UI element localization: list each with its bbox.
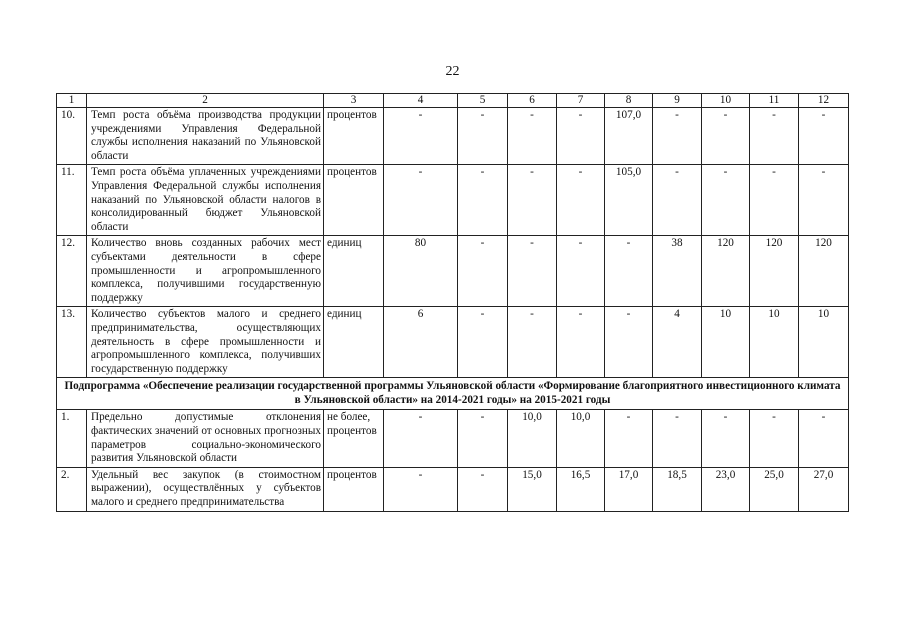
value-cell: 120 bbox=[750, 236, 799, 307]
value-cell: - bbox=[458, 165, 508, 236]
row-number: 13. bbox=[57, 307, 87, 378]
table-row bbox=[57, 467, 849, 511]
col-header: 9 bbox=[653, 94, 702, 108]
unit-cell: процентов bbox=[324, 165, 384, 236]
col-header: 5 bbox=[458, 94, 508, 108]
unit-cell: не более, процентов bbox=[324, 410, 384, 467]
value-cell: 120 bbox=[702, 236, 750, 307]
table-row bbox=[57, 165, 849, 236]
value-cell: 10 bbox=[799, 307, 849, 378]
value-cell: 27,0 bbox=[799, 467, 849, 511]
value-cell: - bbox=[508, 108, 557, 165]
value-cell: - bbox=[799, 108, 849, 165]
value-cell: - bbox=[384, 108, 458, 165]
table-row bbox=[57, 410, 849, 467]
value-cell: 16,5 bbox=[557, 467, 605, 511]
unit-cell: единиц bbox=[324, 236, 384, 307]
value-cell: - bbox=[702, 108, 750, 165]
value-cell: - bbox=[557, 307, 605, 378]
value-cell: - bbox=[384, 410, 458, 467]
value-cell: - bbox=[653, 108, 702, 165]
value-cell: 10,0 bbox=[508, 410, 557, 467]
table-row bbox=[57, 236, 849, 307]
indicator-name: Количество вновь созданных рабочих мест субъектами деятельности в сфере промышленности и агропромышленного комплекса, получившими государственную поддержку bbox=[87, 236, 324, 307]
value-cell: - bbox=[702, 410, 750, 467]
value-cell: - bbox=[458, 410, 508, 467]
col-header: 6 bbox=[508, 94, 557, 108]
unit-cell: процентов bbox=[324, 467, 384, 511]
value-cell: 120 bbox=[799, 236, 849, 307]
col-header: 10 bbox=[702, 94, 750, 108]
value-cell: 10,0 bbox=[557, 410, 605, 467]
value-cell: 4 bbox=[653, 307, 702, 378]
table-row bbox=[57, 108, 849, 165]
value-cell: - bbox=[557, 108, 605, 165]
page-number: 22 bbox=[445, 64, 460, 79]
row-number: 10. bbox=[57, 108, 87, 165]
col-header: 11 bbox=[750, 94, 799, 108]
value-cell: - bbox=[458, 467, 508, 511]
value-cell: - bbox=[605, 236, 653, 307]
value-cell: - bbox=[605, 307, 653, 378]
indicator-name: Удельный вес закупок (в стоимостном выражении), осуществлённых у субъектов малого и среднего предпринимательства bbox=[87, 467, 324, 511]
value-cell: - bbox=[458, 108, 508, 165]
value-cell: 105,0 bbox=[605, 165, 653, 236]
value-cell: - bbox=[653, 410, 702, 467]
row-number: 1. bbox=[57, 410, 87, 467]
value-cell: - bbox=[799, 165, 849, 236]
value-cell: - bbox=[458, 307, 508, 378]
row-number: 2. bbox=[57, 467, 87, 511]
indicators-table bbox=[56, 93, 849, 512]
value-cell: - bbox=[508, 165, 557, 236]
value-cell: 17,0 bbox=[605, 467, 653, 511]
col-header: 1 bbox=[57, 94, 87, 108]
value-cell: - bbox=[702, 165, 750, 236]
value-cell: 107,0 bbox=[605, 108, 653, 165]
unit-cell: единиц bbox=[324, 307, 384, 378]
col-header: 4 bbox=[384, 94, 458, 108]
value-cell: 23,0 bbox=[702, 467, 750, 511]
value-cell: 10 bbox=[750, 307, 799, 378]
value-cell: - bbox=[750, 410, 799, 467]
subprogram-title: Подпрограмма «Обеспечение реализации государственной программы Ульяновской области «Формирование благоприятного инвестиционного климата в Ульяновской области» на 2014-2021 годы» на 2015-2021 годы bbox=[57, 378, 849, 410]
indicator-name: Количество субъектов малого и среднего предпринимательства, осуществляющих деятельность в сфере промышленности и агропромышленного комплекса, получивших государственную поддержку bbox=[87, 307, 324, 378]
col-header: 8 bbox=[605, 94, 653, 108]
value-cell: - bbox=[508, 236, 557, 307]
value-cell: - bbox=[750, 108, 799, 165]
unit-cell: процентов bbox=[324, 108, 384, 165]
value-cell: - bbox=[458, 236, 508, 307]
value-cell: 80 bbox=[384, 236, 458, 307]
indicator-name: Темп роста объёма уплаченных учреждениями Управления Федеральной службы исполнения наказаний по Ульяновской области налогов в консолидированный бюджет Ульяновской области bbox=[87, 165, 324, 236]
value-cell: - bbox=[557, 165, 605, 236]
row-number: 12. bbox=[57, 236, 87, 307]
indicator-name: Предельно допустимые отклонения фактических значений от основных прогнозных параметров социально-экономического развития Ульяновской области bbox=[87, 410, 324, 467]
value-cell: 18,5 bbox=[653, 467, 702, 511]
col-header: 7 bbox=[557, 94, 605, 108]
value-cell: - bbox=[799, 410, 849, 467]
col-header: 2 bbox=[87, 94, 324, 108]
col-header: 12 bbox=[799, 94, 849, 108]
value-cell: - bbox=[605, 410, 653, 467]
value-cell: - bbox=[653, 165, 702, 236]
row-number: 11. bbox=[57, 165, 87, 236]
value-cell: 25,0 bbox=[750, 467, 799, 511]
value-cell: - bbox=[384, 467, 458, 511]
value-cell: 6 bbox=[384, 307, 458, 378]
table-row bbox=[57, 307, 849, 378]
value-cell: - bbox=[557, 236, 605, 307]
col-header: 3 bbox=[324, 94, 384, 108]
value-cell: - bbox=[508, 307, 557, 378]
value-cell: - bbox=[384, 165, 458, 236]
header-row bbox=[57, 94, 849, 108]
value-cell: 15,0 bbox=[508, 467, 557, 511]
subprogram-row bbox=[57, 378, 849, 410]
indicator-name: Темп роста объёма производства продукции учреждениями Управления Федеральной службы исполнения наказаний по Ульяновской области bbox=[87, 108, 324, 165]
value-cell: 10 bbox=[702, 307, 750, 378]
value-cell: 38 bbox=[653, 236, 702, 307]
value-cell: - bbox=[750, 165, 799, 236]
